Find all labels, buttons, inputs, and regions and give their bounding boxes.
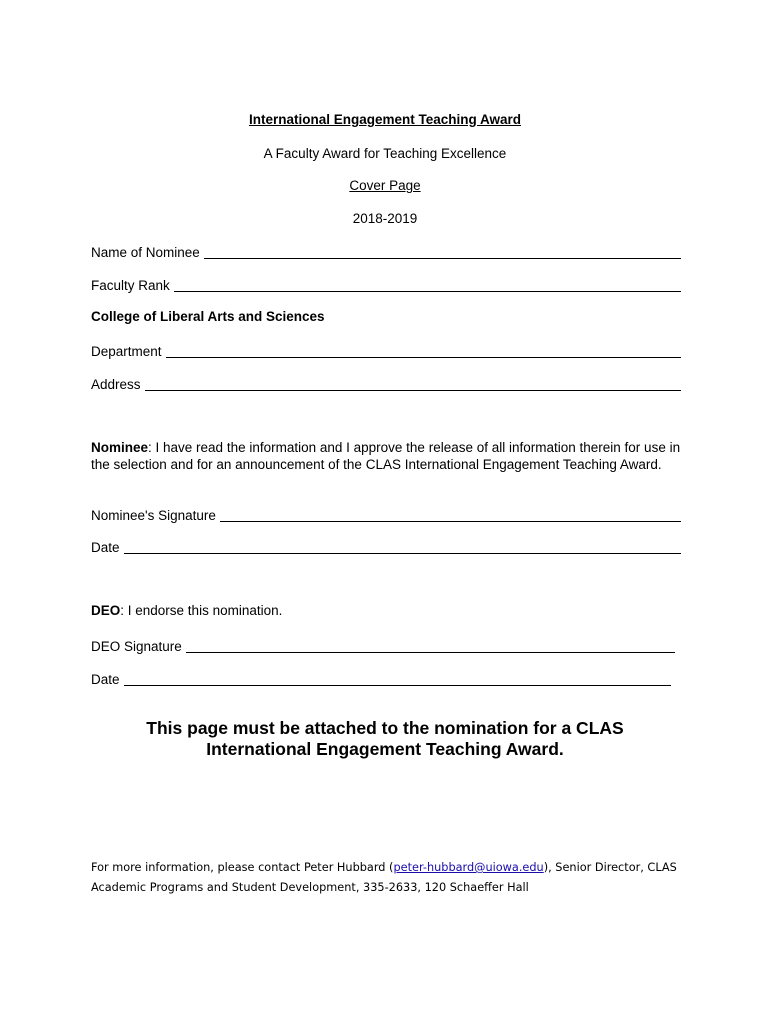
college-heading: College of Liberal Arts and Sciences (91, 309, 325, 324)
nominee-date-blank[interactable] (124, 540, 681, 554)
cover-page-label: Cover Page (349, 178, 421, 193)
faculty-rank-field[interactable] (91, 276, 681, 294)
address-field[interactable] (91, 375, 681, 393)
contact-line-2: Academic Programs and Student Development, 335-2633, 120 Schaeffer Hall (91, 881, 529, 894)
attachment-notice-line2: International Engagement Teaching Award. (206, 739, 564, 759)
contact-email-link[interactable]: peter-hubbard@uiowa.edu (393, 861, 544, 874)
nominee-signature-field[interactable] (91, 506, 681, 524)
nominee-name-blank[interactable] (204, 245, 681, 259)
deo-statement-text: : I endorse this nomination. (120, 603, 283, 618)
faculty-rank-blank[interactable] (174, 278, 681, 292)
nominee-name-label: Name of Nominee (91, 245, 200, 260)
nominee-statement (91, 440, 681, 473)
deo-signature-field[interactable] (91, 637, 675, 655)
contact-suffix: ), Senior Director, CLAS (543, 861, 677, 874)
award-title: International Engagement Teaching Award (248, 112, 522, 127)
department-field[interactable] (91, 342, 681, 360)
contact-line-1 (91, 858, 691, 878)
address-label: Address (91, 377, 141, 392)
award-subtitle: A Faculty Award for Teaching Excellence (263, 146, 507, 161)
attachment-notice (0, 718, 770, 760)
nominee-statement-text: : I have read the information and I approve the release of all information therein for use in the selection and for an announcement of the CLAS International Engagement Teaching Award. (91, 440, 681, 472)
nominee-signature-label: Nominee's Signature (91, 508, 216, 523)
department-blank[interactable] (166, 344, 681, 358)
contact-prefix: For more information, please contact Peter Hubbard ( (91, 861, 394, 874)
contact-info (91, 858, 691, 898)
deo-statement (91, 603, 681, 620)
deo-signature-blank[interactable] (186, 639, 675, 653)
address-blank[interactable] (145, 377, 681, 391)
deo-date-blank[interactable] (124, 672, 671, 686)
department-label: Department (91, 344, 162, 359)
nominee-signature-blank[interactable] (220, 508, 681, 522)
deo-date-label: Date (91, 672, 120, 687)
deo-date-field[interactable] (91, 670, 671, 688)
nominee-date-label: Date (91, 540, 120, 555)
faculty-rank-label: Faculty Rank (91, 278, 170, 293)
nominee-statement-lead: Nominee (91, 440, 149, 455)
deo-signature-label: DEO Signature (91, 639, 182, 654)
deo-statement-lead: DEO (91, 603, 121, 618)
academic-year: 2018-2019 (352, 211, 418, 226)
nominee-name-field[interactable] (91, 243, 681, 261)
attachment-notice-line1: This page must be attached to the nomination for a CLAS (146, 718, 624, 738)
nominee-date-field[interactable] (91, 538, 681, 556)
